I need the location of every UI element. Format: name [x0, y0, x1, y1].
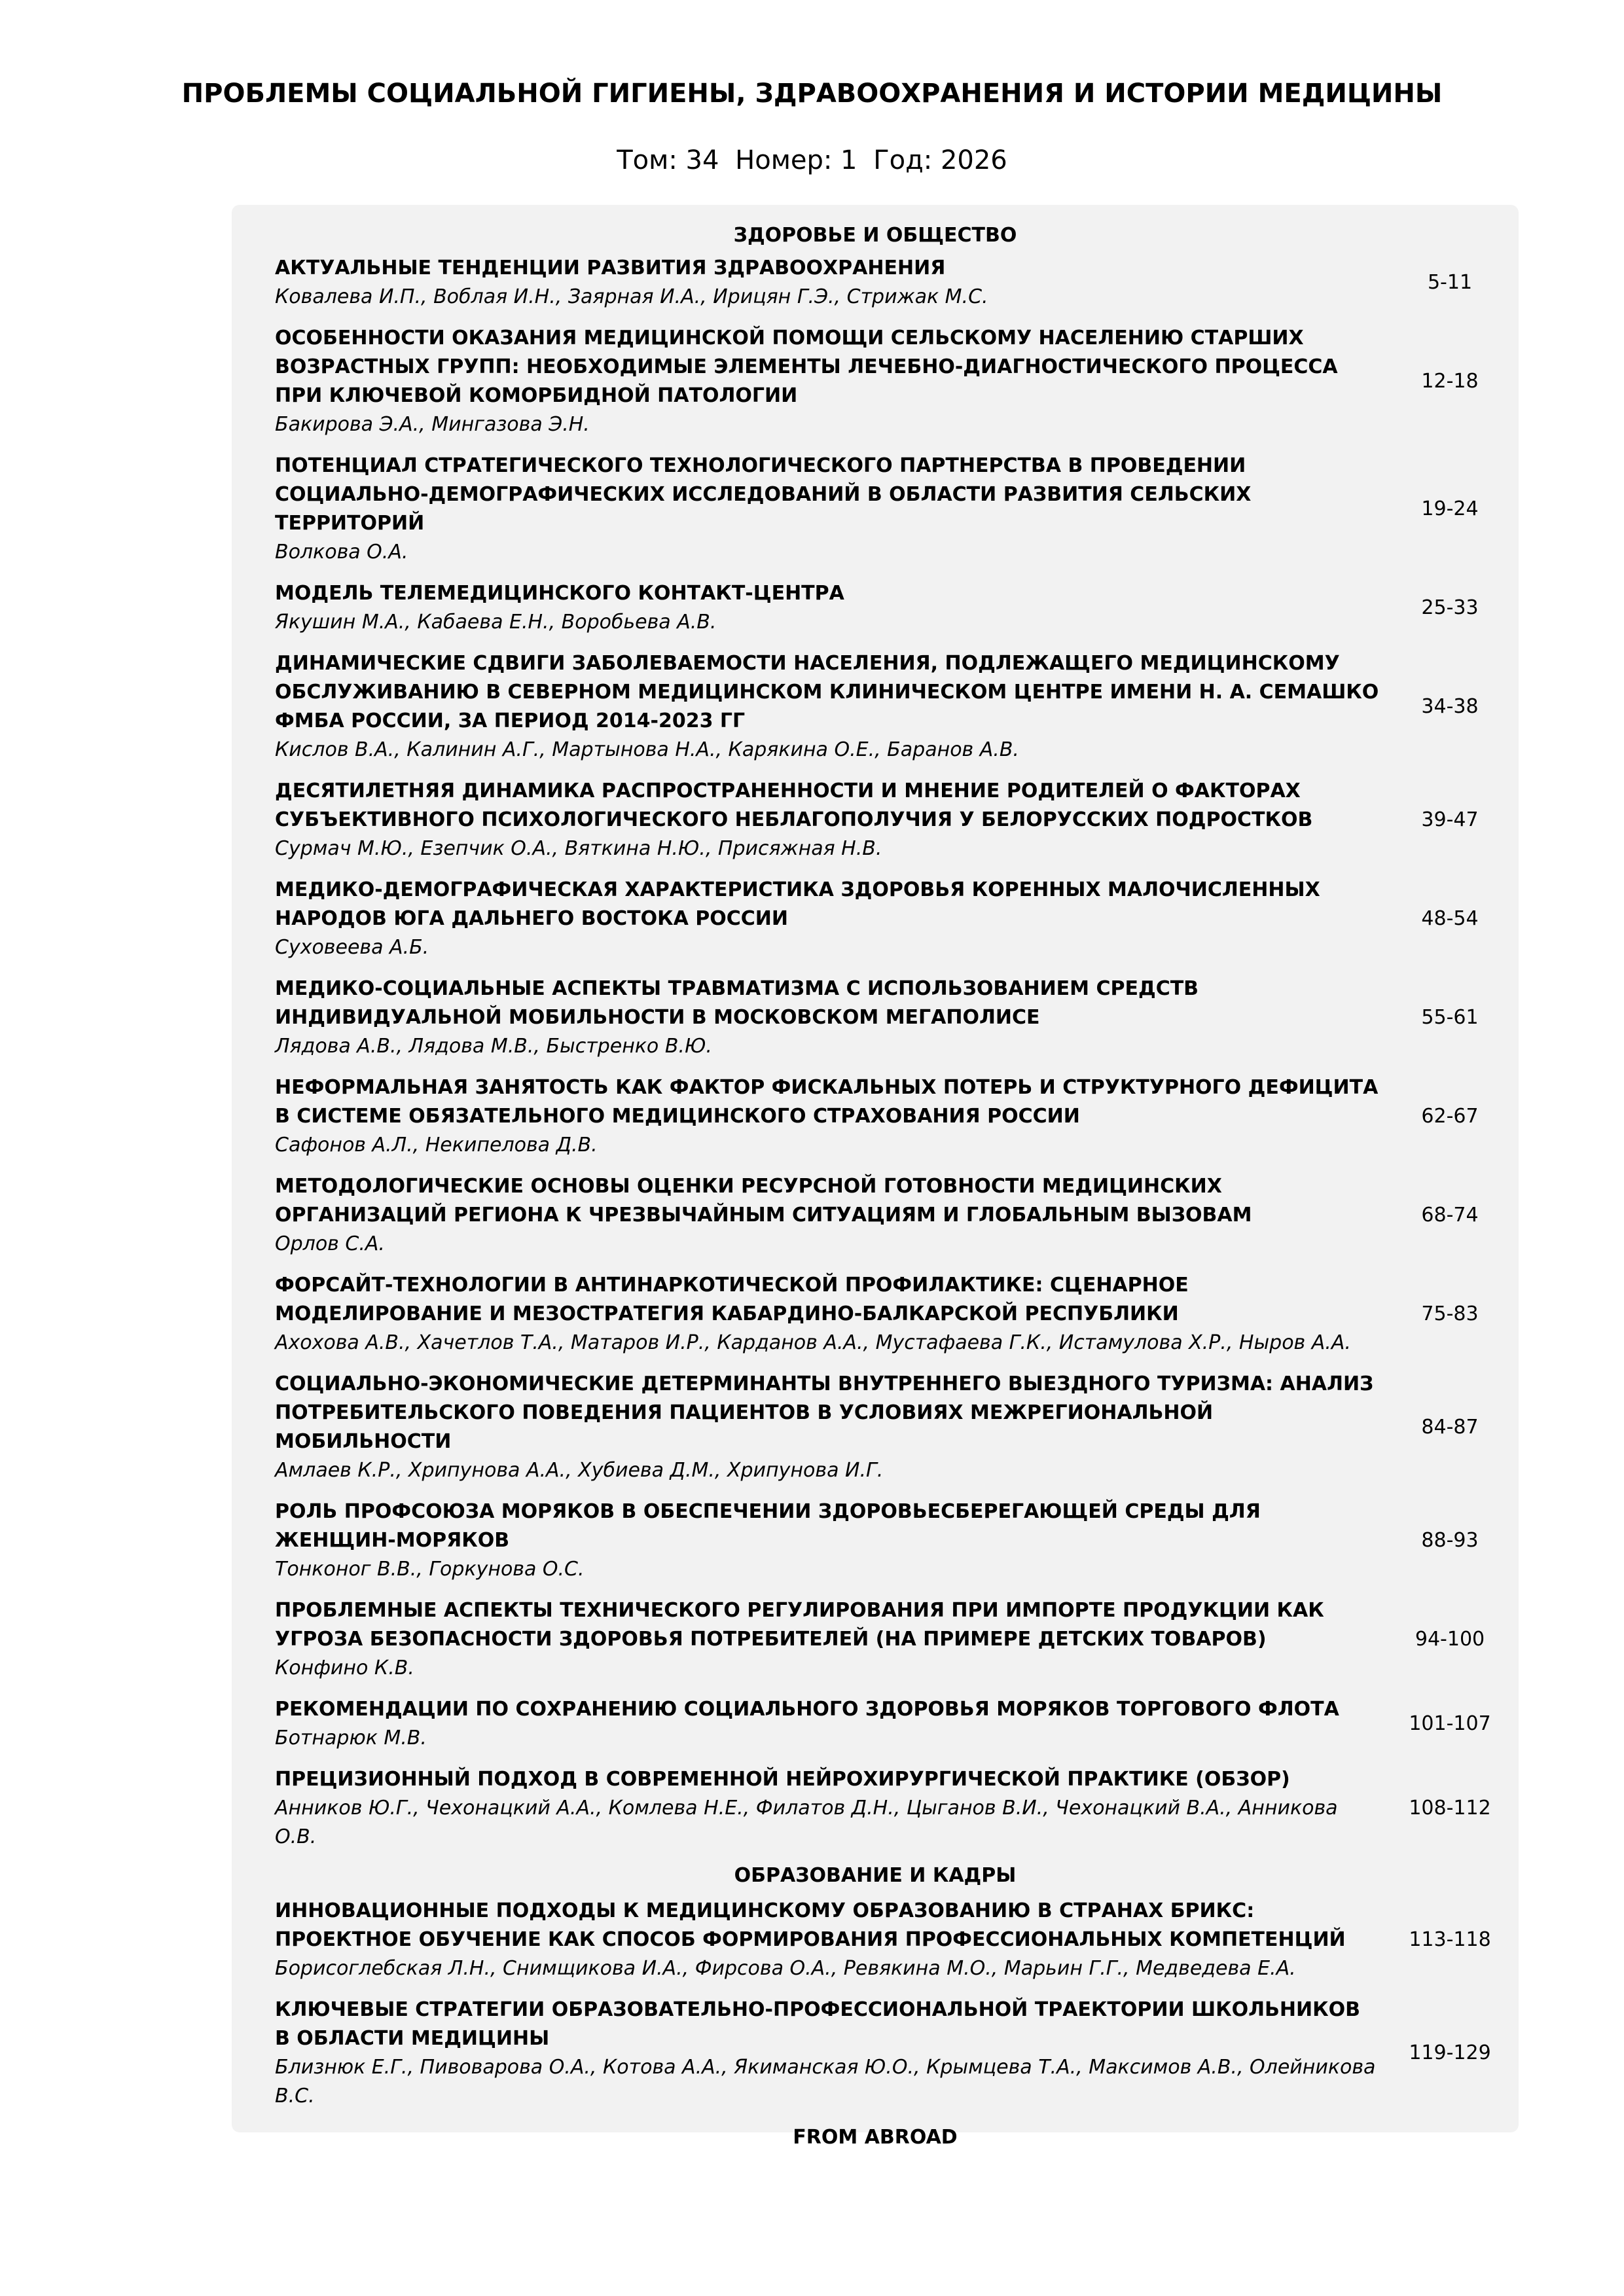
article-authors: Близнюк Е.Г., Пивоварова О.А., Котова А.А., Якиманская Ю.О., Крымцева Т.А., Максимов А.В., Олейникова В.С. [275, 2056, 1376, 2108]
article-pages: 19-24 [1421, 497, 1479, 520]
toc-entry[interactable] [232, 1996, 1519, 2111]
entry-text [275, 1271, 1381, 1357]
entry-text [275, 452, 1381, 567]
article-title[interactable]: ИННОВАЦИОННЫЕ ПОДХОДЫ К МЕДИЦИНСКОМУ ОБРАЗОВАНИЮ В СТРАНАХ БРИКС: ПРОЕКТНОЕ ОБУЧЕНИЕ КАК СПОСОБ ФОРМИРОВАНИЯ ПРОФЕССИОНАЛЬНЫХ КОМПЕТЕНЦИЙ [275, 1899, 1346, 1951]
entry-text [275, 777, 1381, 863]
article-pages: 113-118 [1409, 1928, 1491, 1951]
entry-text [275, 1498, 1381, 1584]
article-title[interactable]: РОЛЬ ПРОФСОЮЗА МОРЯКОВ В ОБЕСПЕЧЕНИИ ЗДОРОВЬЕСБЕРЕГАЮЩЕЙ СРЕДЫ ДЛЯ ЖЕНЩИН-МОРЯКОВ [275, 1500, 1261, 1552]
toc-entry[interactable] [232, 777, 1519, 863]
article-authors: Суховеева А.Б. [275, 936, 429, 959]
issue-info [0, 145, 1624, 175]
table-of-contents [232, 205, 1519, 2149]
article-authors: Ахохова А.В., Хачетлов Т.А., Матаров И.Р., Карданов А.А., Мустафаева Г.К., Истамулова Х.Р., Ныров А.А. [275, 1331, 1351, 1354]
toc-entry[interactable] [232, 1271, 1519, 1357]
toc-entry[interactable] [232, 254, 1519, 312]
toc-entry[interactable] [232, 1370, 1519, 1485]
toc-entry[interactable] [232, 452, 1519, 567]
article-authors: Сурмач М.Ю., Езепчик О.А., Вяткина Н.Ю., Присяжная Н.В. [275, 837, 882, 860]
article-pages: 84-87 [1421, 1416, 1479, 1439]
article-pages: 39-47 [1421, 808, 1479, 831]
article-title[interactable]: ПОТЕНЦИАЛ СТРАТЕГИЧЕСКОГО ТЕХНОЛОГИЧЕСКОГО ПАРТНЕРСТВА В ПРОВЕДЕНИИ СОЦИАЛЬНО-ДЕМОГРАФИЧЕСКИХ ИССЛЕДОВАНИЙ В ОБЛАСТИ РАЗВИТИЯ СЕЛЬСКИХ ТЕРРИТОРИЙ [275, 454, 1252, 535]
toc-entry[interactable] [232, 649, 1519, 764]
article-pages: 62-67 [1421, 1105, 1479, 1128]
entry-text [275, 1695, 1381, 1753]
entry-text [275, 1596, 1381, 1683]
entry-text [275, 649, 1381, 764]
article-title[interactable]: АКТУАЛЬНЫЕ ТЕНДЕНЦИИ РАЗВИТИЯ ЗДРАВООХРАНЕНИЯ [275, 257, 946, 279]
entry-text [275, 876, 1381, 962]
toc-entry[interactable] [232, 1897, 1519, 1983]
toc-entry[interactable] [232, 579, 1519, 637]
entry-text [275, 1765, 1381, 1852]
toc-entry[interactable] [232, 1596, 1519, 1683]
article-pages: 68-74 [1421, 1204, 1479, 1227]
article-authors: Якушин М.А., Кабаева Е.Н., Воробьева А.В. [275, 611, 717, 634]
article-title[interactable]: ФОРСАЙТ-ТЕХНОЛОГИИ В АНТИНАРКОТИЧЕСКОЙ ПРОФИЛАКТИКЕ: СЦЕНАРНОЕ МОДЕЛИРОВАНИЕ И МЕЗОСТРАТЕГИЯ КАБАРДИНО-БАЛКАРСКОЙ РЕСПУБЛИКИ [275, 1274, 1189, 1325]
article-authors: Кислов В.А., Калинин А.Г., Мартынова Н.А., Карякина О.Е., Баранов А.В. [275, 738, 1019, 761]
article-pages: 34-38 [1421, 695, 1479, 718]
article-pages: 101-107 [1409, 1712, 1491, 1735]
entry-text [275, 1996, 1381, 2111]
volume-label: Том: 34 [617, 145, 719, 175]
article-authors: Амлаев К.Р., Хрипунова А.А., Хубиева Д.М., Хрипунова И.Г. [275, 1459, 884, 1482]
article-pages: 94-100 [1415, 1628, 1485, 1651]
article-title[interactable]: ДЕСЯТИЛЕТНЯЯ ДИНАМИКА РАСПРОСТРАНЕННОСТИ И МНЕНИЕ РОДИТЕЛЕЙ О ФАКТОРАХ СУБЪЕКТИВНОГО ПСИХОЛОГИЧЕСКОГО НЕБЛАГОПОЛУЧИЯ У БЕЛОРУССКИХ ПОДРОСТКОВ [275, 780, 1313, 831]
entry-text [275, 1172, 1381, 1259]
toc-entry[interactable] [232, 975, 1519, 1061]
article-title[interactable]: ОСОБЕННОСТИ ОКАЗАНИЯ МЕДИЦИНСКОЙ ПОМОЩИ СЕЛЬСКОМУ НАСЕЛЕНИЮ СТАРШИХ ВОЗРАСТНЫХ ГРУПП: НЕОБХОДИМЫЕ ЭЛЕМЕНТЫ ЛЕЧЕБНО-ДИАГНОСТИЧЕСКОГО ПРОЦЕССА ПРИ КЛЮЧЕВОЙ КОМОРБИДНОЙ ПАТОЛОГИИ [275, 327, 1338, 407]
article-authors: Орлов С.А. [275, 1232, 385, 1255]
issue-number-label: Номер: 1 [735, 145, 857, 175]
article-authors: Волкова О.А. [275, 541, 408, 564]
section-heading: FROM ABROAD [793, 2126, 958, 2149]
article-authors: Ковалева И.П., Воблая И.Н., Заярная И.А., Ирицян Г.Э., Стрижак М.С. [275, 285, 988, 308]
entry-text [275, 254, 1381, 312]
entry-text [275, 579, 1381, 637]
section-heading: ЗДОРОВЬЕ И ОБЩЕСТВО [733, 224, 1017, 247]
article-title[interactable]: МЕТОДОЛОГИЧЕСКИЕ ОСНОВЫ ОЦЕНКИ РЕСУРСНОЙ ГОТОВНОСТИ МЕДИЦИНСКИХ ОРГАНИЗАЦИЙ РЕГИОНА К ЧРЕЗВЫЧАЙНЫМ СИТУАЦИЯМ И ГЛОБАЛЬНЫМ ВЫЗОВАМ [275, 1175, 1252, 1227]
article-authors: Конфино К.В. [275, 1657, 414, 1679]
toc-entry[interactable] [232, 1498, 1519, 1584]
toc-entry[interactable] [232, 876, 1519, 962]
article-title[interactable]: ПРОБЛЕМНЫЕ АСПЕКТЫ ТЕХНИЧЕСКОГО РЕГУЛИРОВАНИЯ ПРИ ИМПОРТЕ ПРОДУКЦИИ КАК УГРОЗА БЕЗОПАСНОСТИ ЗДОРОВЬЯ ПОТРЕБИТЕЛЕЙ (НА ПРИМЕРЕ ДЕТСКИХ ТОВАРОВ) [275, 1599, 1324, 1651]
entry-text [275, 1897, 1381, 1983]
article-title[interactable]: РЕКОМЕНДАЦИИ ПО СОХРАНЕНИЮ СОЦИАЛЬНОГО ЗДОРОВЬЯ МОРЯКОВ ТОРГОВОГО ФЛОТА [275, 1698, 1339, 1721]
article-pages: 75-83 [1421, 1302, 1479, 1325]
article-title[interactable]: ПРЕЦИЗИОННЫЙ ПОДХОД В СОВРЕМЕННОЙ НЕЙРОХИРУРГИЧЕСКОЙ ПРАКТИКЕ (ОБЗОР) [275, 1768, 1290, 1791]
toc-entry[interactable] [232, 1073, 1519, 1160]
entry-text [275, 975, 1381, 1061]
article-pages: 119-129 [1409, 2041, 1491, 2064]
year-label: Год: 2026 [873, 145, 1007, 175]
entry-text [275, 1370, 1381, 1485]
article-authors: Борисоглебская Л.Н., Снимщикова И.А., Фирсова О.А., Ревякина М.О., Марьин Г.Г., Медведева Е.А. [275, 1957, 1296, 1980]
article-title[interactable]: КЛЮЧЕВЫЕ СТРАТЕГИИ ОБРАЗОВАТЕЛЬНО-ПРОФЕССИОНАЛЬНОЙ ТРАЕКТОРИИ ШКОЛЬНИКОВ В ОБЛАСТИ МЕДИЦИНЫ [275, 1998, 1360, 2050]
article-authors: Лядова А.В., Лядова М.В., Быстренко В.Ю. [275, 1035, 712, 1058]
article-title[interactable]: МОДЕЛЬ ТЕЛЕМЕДИЦИНСКОГО КОНТАКТ-ЦЕНТРА [275, 582, 844, 605]
article-title[interactable]: МЕДИКО-ДЕМОГРАФИЧЕСКАЯ ХАРАКТЕРИСТИКА ЗДОРОВЬЯ КОРЕННЫХ МАЛОЧИСЛЕННЫХ НАРОДОВ ЮГА ДАЛЬНЕГО ВОСТОКА РОССИИ [275, 878, 1320, 930]
article-title[interactable]: МЕДИКО-СОЦИАЛЬНЫЕ АСПЕКТЫ ТРАВМАТИЗМА С ИСПОЛЬЗОВАНИЕМ СРЕДСТВ ИНДИВИДУАЛЬНОЙ МОБИЛЬНОСТИ В МОСКОВСКОМ МЕГАПОЛИСЕ [275, 977, 1199, 1029]
article-authors: Тонконог В.В., Горкунова О.С. [275, 1558, 585, 1581]
article-pages: 25-33 [1421, 596, 1479, 619]
article-authors: Сафонов А.Л., Некипелова Д.В. [275, 1134, 598, 1157]
article-authors: Бакирова Э.А., Мингазова Э.Н. [275, 413, 590, 436]
toc-entry[interactable] [232, 1765, 1519, 1852]
toc-entry[interactable] [232, 1172, 1519, 1259]
article-title[interactable]: СОЦИАЛЬНО-ЭКОНОМИЧЕСКИЕ ДЕТЕРМИНАНТЫ ВНУТРЕННЕГО ВЫЕЗДНОГО ТУРИЗМА: АНАЛИЗ ПОТРЕБИТЕЛЬСКОГО ПОВЕДЕНИЯ ПАЦИЕНТОВ В УСЛОВИЯХ МЕЖРЕГИОНАЛЬНОЙ МОБИЛЬНОСТИ [275, 1372, 1374, 1453]
toc-entry[interactable] [232, 1695, 1519, 1753]
toc-entry[interactable] [232, 324, 1519, 439]
article-pages: 5-11 [1427, 271, 1473, 294]
article-authors: Ботнарюк М.В. [275, 1727, 427, 1749]
article-title[interactable]: ДИНАМИЧЕСКИЕ СДВИГИ ЗАБОЛЕВАЕМОСТИ НАСЕЛЕНИЯ, ПОДЛЕЖАЩЕГО МЕДИЦИНСКОМУ ОБСЛУЖИВАНИЮ В СЕВЕРНОМ МЕДИЦИНСКОМ КЛИНИЧЕСКОМ ЦЕНТРЕ ИМЕНИ Н. А. СЕМАШКО ФМБА РОССИИ, ЗА ПЕРИОД 2014-2023 ГГ [275, 652, 1379, 732]
article-pages: 48-54 [1421, 907, 1479, 930]
section-heading: ОБРАЗОВАНИЕ И КАДРЫ [734, 1864, 1017, 1887]
journal-title: ПРОБЛЕМЫ СОЦИАЛЬНОЙ ГИГИЕНЫ, ЗДРАВООХРАНЕНИЯ И ИСТОРИИ МЕДИЦИНЫ [181, 79, 1443, 109]
article-authors: Анников Ю.Г., Чехонацкий А.А., Комлева Н.Е., Филатов Д.Н., Цыганов В.И., Чехонацкий В.А., Анникова О.В. [275, 1797, 1338, 1848]
article-pages: 12-18 [1421, 370, 1479, 393]
entry-text [275, 1073, 1381, 1160]
article-title[interactable]: НЕФОРМАЛЬНАЯ ЗАНЯТОСТЬ КАК ФАКТОР ФИСКАЛЬНЫХ ПОТЕРЬ И СТРУКТУРНОГО ДЕФИЦИТА В СИСТЕМЕ ОБЯЗАТЕЛЬНОГО МЕДИЦИНСКОГО СТРАХОВАНИЯ РОССИИ [275, 1076, 1379, 1128]
article-pages: 55-61 [1421, 1006, 1479, 1029]
article-pages: 88-93 [1421, 1529, 1479, 1552]
entry-text [275, 324, 1381, 439]
article-pages: 108-112 [1409, 1797, 1491, 1820]
